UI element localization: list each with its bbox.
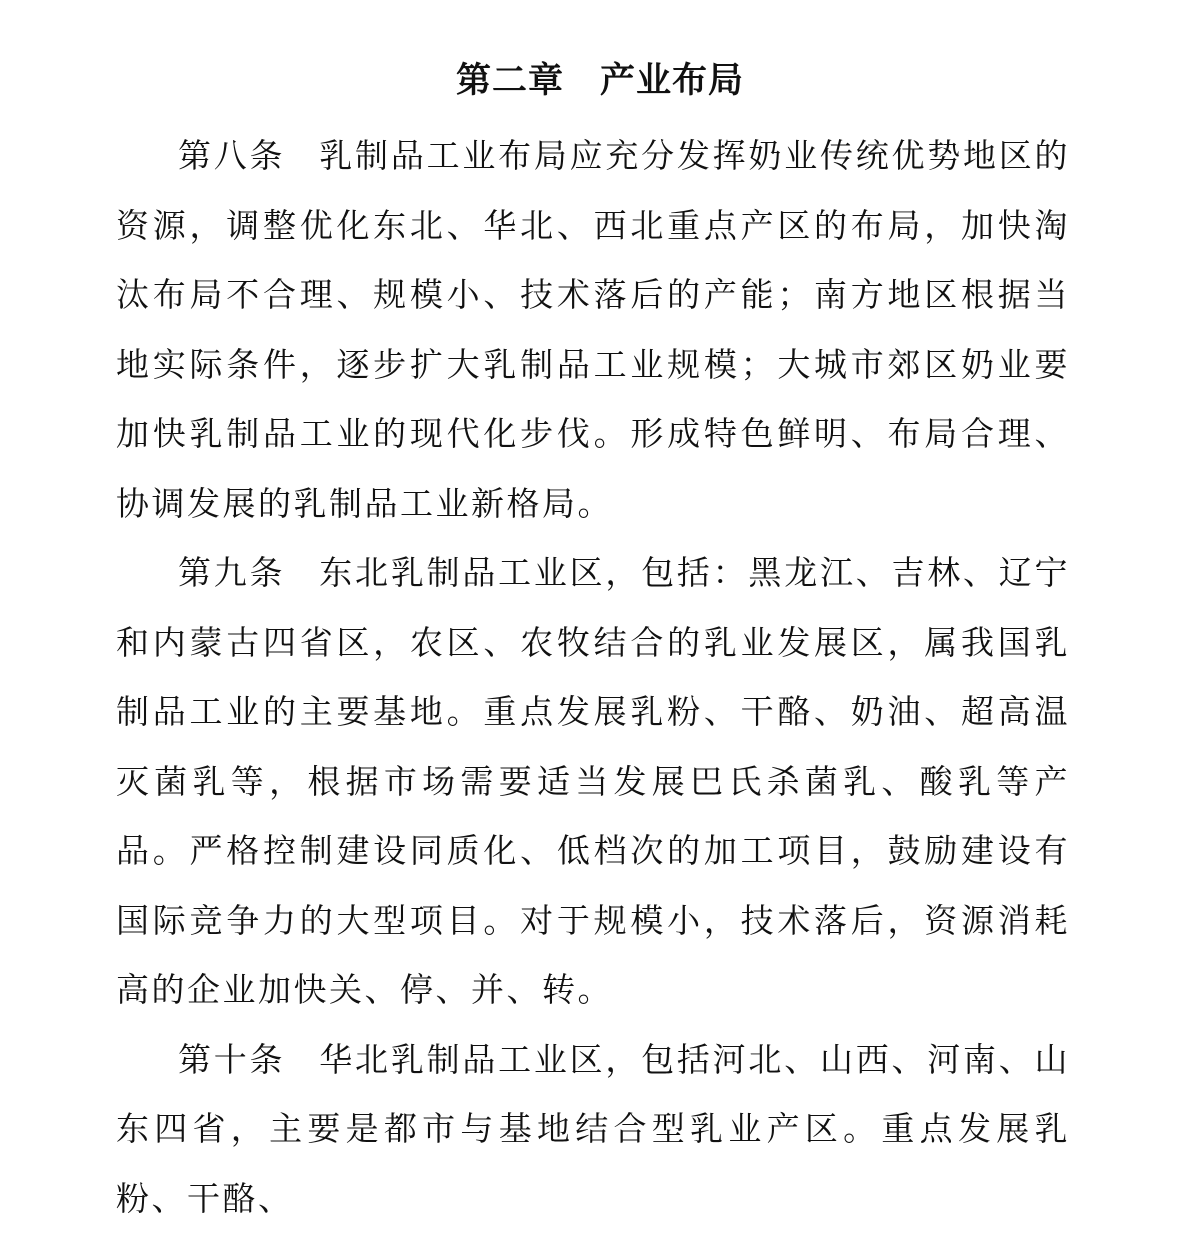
article-8	[116, 121, 1070, 538]
article-text: 东北乳制品工业区，包括：黑龙江、吉林、辽宁和内蒙古四省区，农区、农牧结合的乳业发展区，属我国乳制品工业的主要基地。重点发展乳粉、干酪、奶油、超高温灭菌乳等，根据市场需要适当发展巴氏杀菌乳、酸乳等产品。严格控制建设同质化、低档次的加工项目，鼓励建设有国际竞争力的大型项目。对于规模小，技术落后，资源消耗高的企业加快关、停、并、转。	[116, 553, 1070, 1009]
article-10	[116, 1025, 1070, 1233]
chapter-title: 产业布局	[600, 61, 744, 101]
article-9	[116, 538, 1070, 1025]
article-text: 乳制品工业布局应充分发挥奶业传统优势地区的资源，调整优化东北、华北、西北重点产区的布局，加快淘汰布局不合理、规模小、技术落后的产能；南方地区根据当地实际条件，逐步扩大乳制品工业规模；大城市郊区奶业要加快乳制品工业的现代化步伐。形成特色鲜明、布局合理、协调发展的乳制品工业新格局。	[116, 136, 1070, 523]
chapter-heading	[0, 51, 1200, 111]
article-number: 第八条	[178, 136, 285, 175]
chapter-body	[116, 121, 1070, 1233]
chapter-number: 第二章	[456, 61, 564, 101]
article-number: 第十条	[178, 1040, 285, 1079]
article-text: 华北乳制品工业区，包括河北、山西、河南、山东四省，主要是都市与基地结合型乳业产区。重点发展乳粉、干酪、	[116, 1040, 1070, 1218]
article-number: 第九条	[178, 553, 285, 592]
